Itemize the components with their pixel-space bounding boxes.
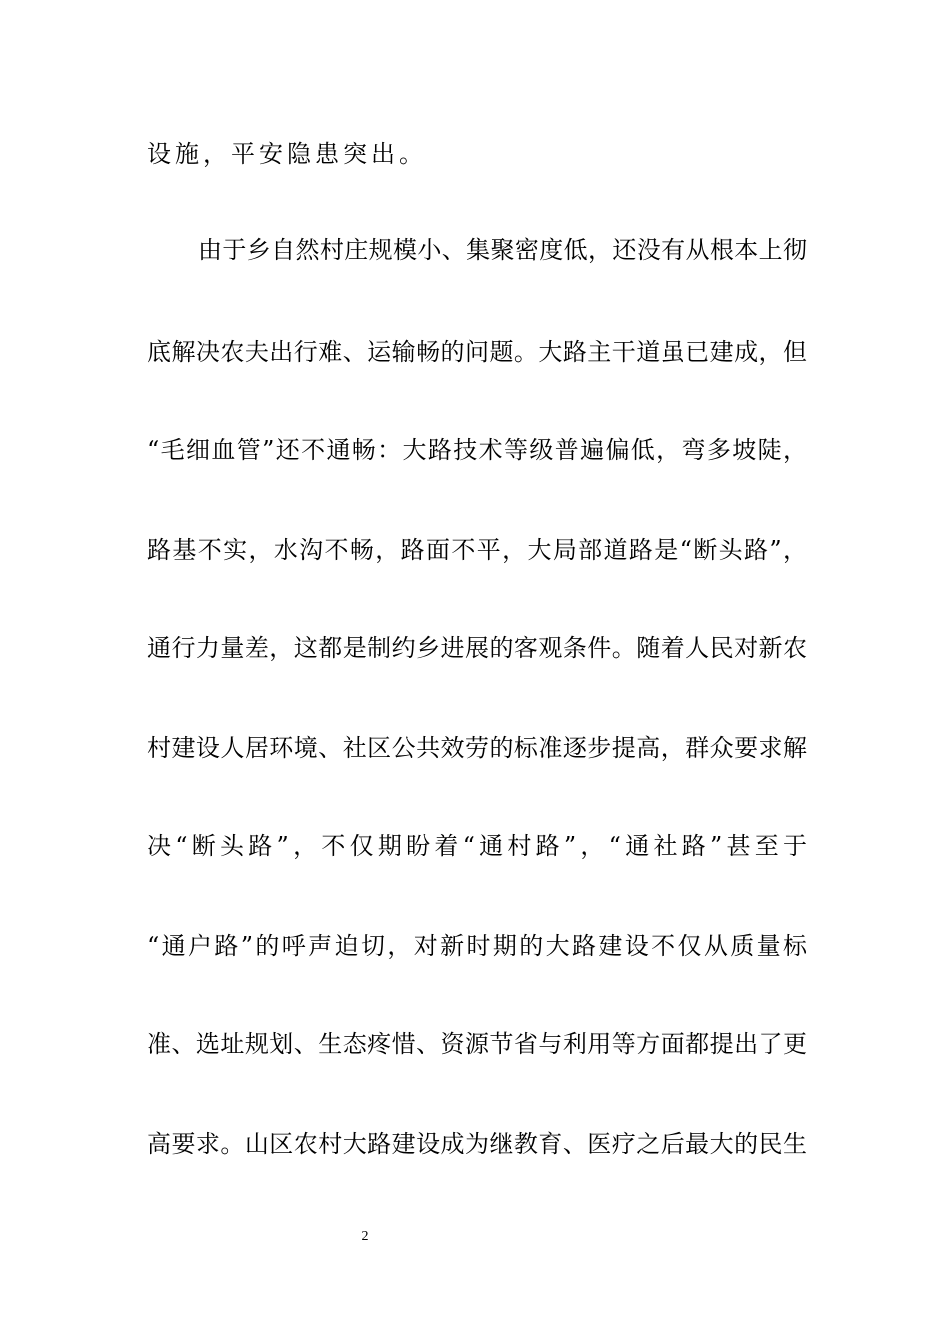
text-line: 由于乡自然村庄规模小、集聚密度低，还没有从根本上彻 xyxy=(198,236,807,264)
page-number: 2 xyxy=(361,1229,369,1244)
text-line: 路基不实，水沟不畅，路面不平，大局部道路是“断头路”， xyxy=(147,536,807,564)
text-line: 设施，平安隐患突出。 xyxy=(147,140,427,168)
text-line: “毛细血管”还不通畅：大路技术等级普遍偏低，弯多坡陡， xyxy=(147,436,807,464)
text-line: 决“断头路”，不仅期盼着“通村路”，“通社路”甚至于 xyxy=(147,832,807,860)
text-line: 村建设人居环境、社区公共效劳的标准逐步提高，群众要求解 xyxy=(147,734,807,762)
text-line: “通户路”的呼声迫切，对新时期的大路建设不仅从质量标 xyxy=(147,932,807,960)
text-line: 准、选址规划、生态疼惜、资源节省与利用等方面都提出了更 xyxy=(147,1030,807,1058)
text-line: 通行力量差，这都是制约乡进展的客观条件。随着人民对新农 xyxy=(147,634,807,662)
text-line: 高要求。山区农村大路建设成为继教育、医疗之后最大的民生 xyxy=(147,1130,807,1158)
text-line: 底解决农夫出行难、运输畅的问题。大路主干道虽已建成，但 xyxy=(147,338,807,366)
